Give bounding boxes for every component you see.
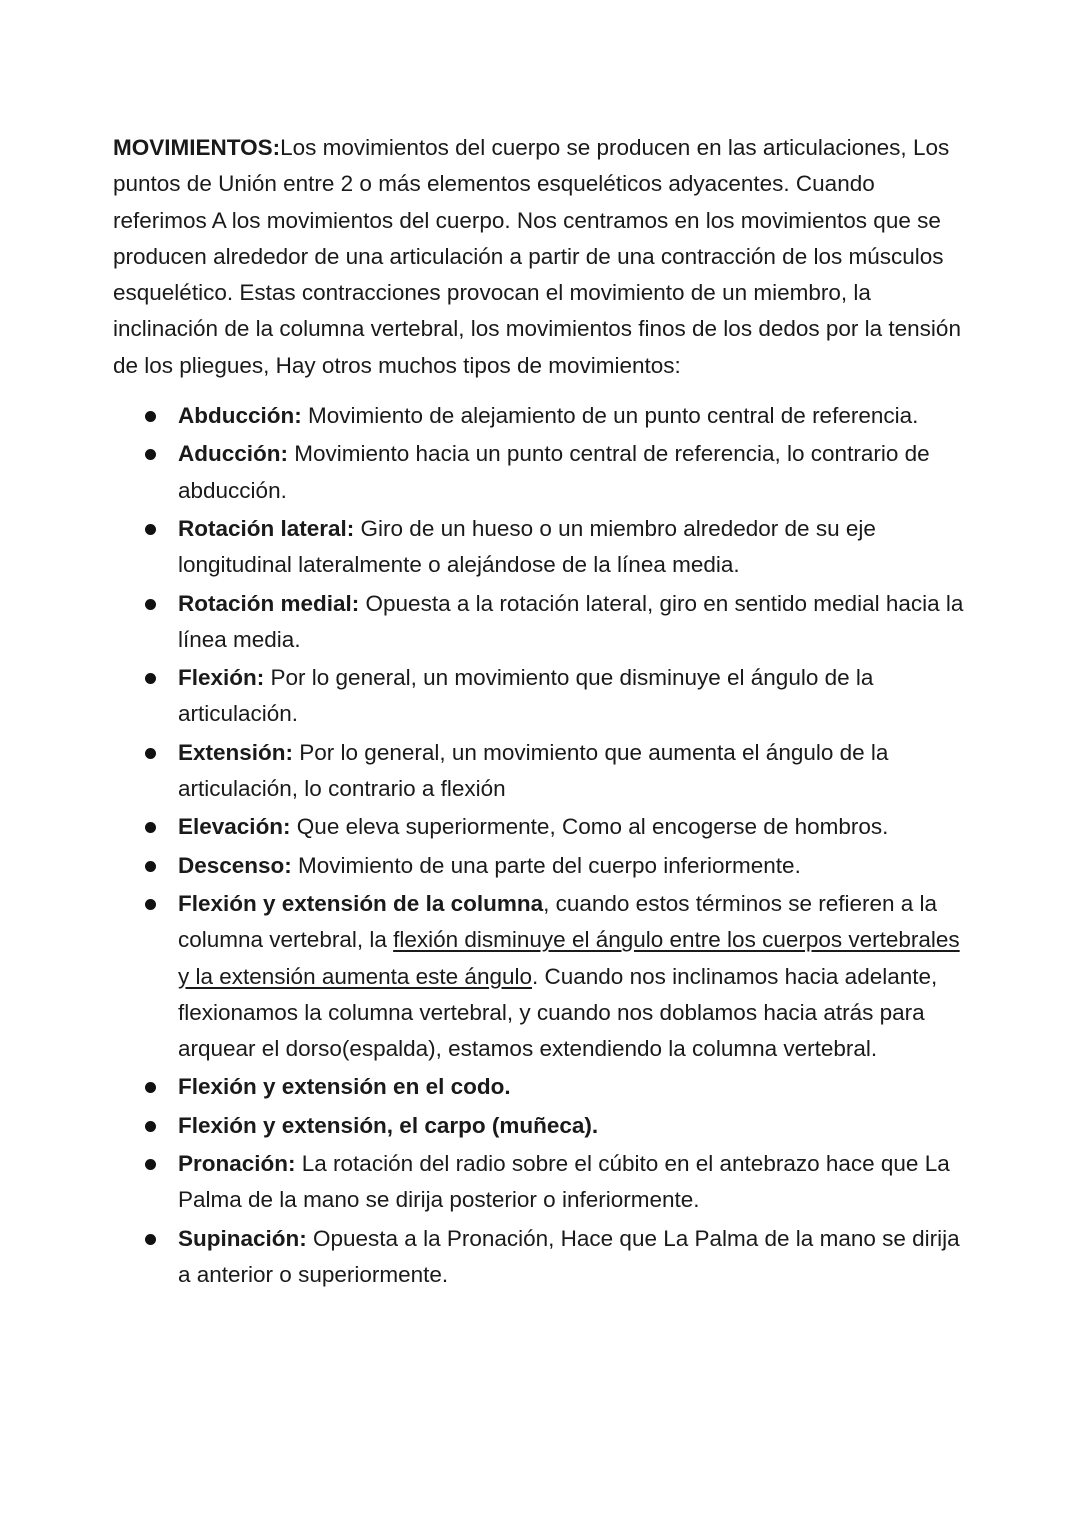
list-item-flexion <box>113 660 973 732</box>
term-description: Movimiento de una parte del cuerpo inferiormente. <box>291 852 801 878</box>
bullet-icon <box>145 861 156 872</box>
term-label: Rotación lateral: <box>178 516 355 542</box>
movement-list <box>113 398 973 1293</box>
term-description: Movimiento hacia un punto central de referencia, lo contrario de abducción. <box>178 441 930 503</box>
bullet-icon <box>145 1234 156 1245</box>
intro-paragraph <box>113 130 973 384</box>
list-item-descenso <box>113 848 973 884</box>
list-item-columna <box>113 886 973 1067</box>
underlined-text: flexión disminuye el ángulo entre los cuerpos vertebrales y la extensión aumenta este ángulo <box>178 927 960 989</box>
list-item-extension <box>113 735 973 807</box>
bullet-icon <box>145 1121 156 1132</box>
term-label: Flexión y extensión de la columna <box>178 891 544 917</box>
term-label: Aducción: <box>178 441 288 467</box>
bullet-icon <box>145 524 156 535</box>
section-heading: MOVIMIENTOS: <box>113 135 281 160</box>
term-label: Elevación: <box>178 814 291 840</box>
list-item-carpo <box>113 1108 973 1144</box>
bullet-icon <box>145 1082 156 1093</box>
term-label: Flexión: <box>178 665 265 691</box>
bullet-icon <box>145 449 156 460</box>
term-label: Extensión: <box>178 739 294 765</box>
list-item-elevacion <box>113 809 973 845</box>
term-label: Supinación: <box>178 1225 307 1251</box>
intro-text: Los movimientos del cuerpo se producen en las articulaciones, Los puntos de Unión entre 2 o más elementos esqueléticos adyacentes. Cuando referimos A los movimientos del cuerpo. Nos centramos en los movimientos que se producen alrededor de una articulación a partir de una contracción de los músculos esquelético. Estas contracciones provocan el movimiento de un miembro, la inclinación de la columna vertebral, los movimientos finos de los dedos por la tensión de los pliegues, Hay otros muchos tipos de movimientos: <box>113 135 961 378</box>
list-item-rotacion-lateral <box>113 511 973 583</box>
term-label: Abducción: <box>178 403 302 429</box>
list-item-codo <box>113 1069 973 1105</box>
document-page <box>113 130 973 1295</box>
term-description: Por lo general, un movimiento que disminuye el ángulo de la articulación. <box>178 665 874 727</box>
term-label: Flexión y extensión en el codo. <box>178 1074 511 1100</box>
term-description: , cuando estos términos se refieren a la columna vertebral, la <box>178 891 938 953</box>
term-description: Giro de un hueso o un miembro alrededor de su eje longitudinal lateralmente o alejándose de la línea media. <box>178 516 876 578</box>
bullet-icon <box>145 822 156 833</box>
term-description: La rotación del radio sobre el cúbito en el antebrazo hace que La Palma de la mano se dirija posterior o inferiormente. <box>178 1151 950 1213</box>
term-label: Descenso: <box>178 852 292 878</box>
term-description-continued: . Cuando nos inclinamos hacia adelante, flexionamos la columna vertebral, y cuando nos doblamos hacia atrás para arquear el dorso(espalda), estamos extendiendo la columna vertebral. <box>178 963 938 1062</box>
term-description: Que eleva superiormente, Como al encogerse de hombros. <box>290 814 889 840</box>
list-item-pronacion <box>113 1146 973 1218</box>
list-item-rotacion-medial <box>113 586 973 658</box>
list-item-abduccion <box>113 398 973 434</box>
term-description: Por lo general, un movimiento que aumenta el ángulo de la articulación, lo contrario a flexión <box>178 739 889 802</box>
term-description: Opuesta a la Pronación, Hace que La Palma de la mano se dirija a anterior o superiormente. <box>178 1225 960 1287</box>
bullet-icon <box>145 673 156 684</box>
list-item-supinacion <box>113 1221 973 1293</box>
term-label: Rotación medial: <box>178 590 360 616</box>
bullet-icon <box>145 599 156 610</box>
term-label: Flexión y extensión, el carpo (muñeca). <box>178 1112 599 1138</box>
list-item-aduccion <box>113 436 973 508</box>
bullet-icon <box>145 1159 156 1170</box>
bullet-icon <box>145 411 156 422</box>
term-label: Pronación: <box>178 1151 296 1177</box>
bullet-icon <box>145 899 156 910</box>
term-description: Opuesta a la rotación lateral, giro en sentido medial hacia la línea media. <box>178 590 964 652</box>
term-description: Movimiento de alejamiento de un punto central de referencia. <box>301 403 919 429</box>
bullet-icon <box>145 748 156 759</box>
